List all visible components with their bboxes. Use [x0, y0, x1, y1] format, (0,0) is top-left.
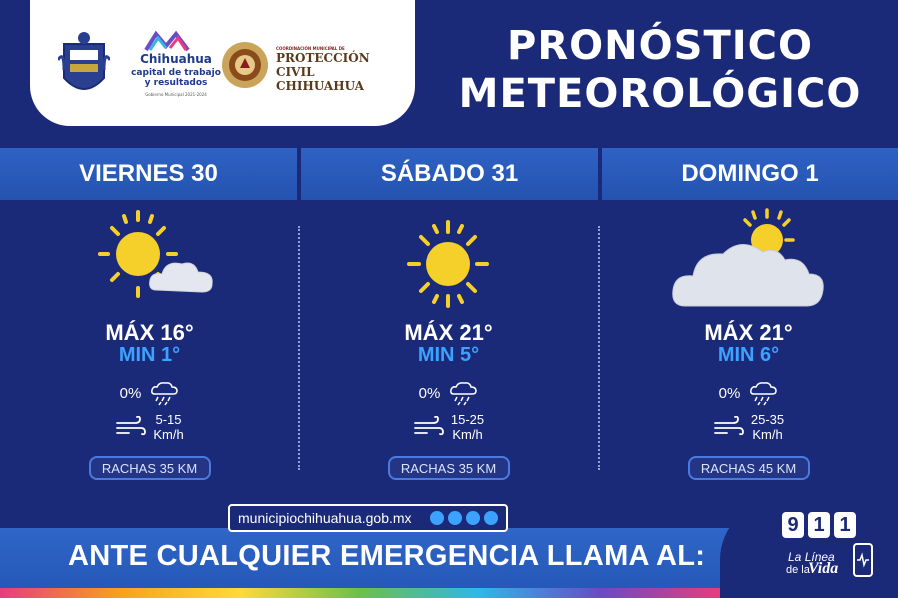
day-header-bar [0, 148, 898, 200]
chihuahua-m-icon [144, 30, 194, 52]
civil-protection-text: COORDINACIÓN MUNICIPAL DE PROTECCIÓN CIVIL CHIHUAHUA [276, 46, 370, 93]
precipitation-value: 0% [418, 384, 441, 402]
telegram-icon[interactable] [484, 511, 498, 525]
min-temperature: MIN 5° [417, 344, 480, 366]
sun-cloud-icon [98, 210, 220, 304]
website-link[interactable]: municipiochihuahua.gob.mx [238, 510, 412, 526]
instagram-icon[interactable] [466, 511, 480, 525]
wind-row [299, 412, 598, 442]
chihuahua-logo [126, 30, 226, 105]
slogan-vida: Vida [808, 560, 839, 577]
wind-icon [713, 416, 745, 438]
min-temperature: MIN 6° [717, 344, 780, 366]
max-temperature: MÁX 16° [105, 320, 194, 345]
precipitation-value: 0% [718, 384, 741, 402]
wind-speed: 25-35 Km/h [750, 412, 785, 442]
precipitation-row [0, 380, 299, 406]
911-digits: 9 1 1 [782, 512, 856, 538]
forecast-day-3 [599, 200, 898, 490]
social-icons [430, 511, 498, 525]
cloudy-sun-icon [671, 208, 827, 312]
logo-panel [30, 0, 415, 126]
max-temperature: MÁX 21° [704, 320, 793, 345]
phone-icon [852, 542, 874, 578]
day-label-3: DOMINGO 1 [681, 160, 819, 187]
coat-of-arms-icon [58, 30, 110, 102]
rain-cloud-icon [448, 380, 478, 406]
city-name: Chihuahua [140, 52, 212, 66]
twitter-icon[interactable] [430, 511, 444, 525]
max-temperature: MÁX 21° [404, 320, 493, 345]
wind-icon [115, 416, 147, 438]
civil-protection-seal-icon [220, 40, 270, 90]
min-temperature: MIN 1° [118, 344, 181, 366]
wind-row [0, 412, 299, 442]
gusts-badge: RACHAS 45 KM [688, 456, 810, 480]
gusts-badge: RACHAS 35 KM [89, 456, 211, 480]
page-title: PRONÓSTICO METEOROLÓGICO [458, 23, 862, 117]
slogan-la: La Línea [788, 550, 835, 564]
facebook-icon[interactable] [448, 511, 462, 525]
website-bar[interactable] [228, 504, 508, 532]
precipitation-value: 0% [119, 384, 142, 402]
forecast-day-2 [299, 200, 598, 490]
sun-icon [407, 220, 489, 308]
rain-cloud-icon [748, 380, 778, 406]
precipitation-row [599, 380, 898, 406]
day-label-1: VIERNES 30 [79, 160, 218, 187]
gusts-badge: RACHAS 35 KM [388, 456, 510, 480]
day-label-2: SÁBADO 31 [380, 160, 519, 187]
wind-row [599, 412, 898, 442]
precipitation-row [299, 380, 598, 406]
city-tagline: capital de trabajo y resultados Gobierno Municipal 2021-2024 [131, 68, 221, 97]
emergency-911-logo [720, 500, 898, 598]
rain-cloud-icon [149, 380, 179, 406]
forecast-day-1 [0, 200, 299, 490]
emergency-text: ANTE CUALQUIER EMERGENCIA LLAMA AL: [68, 540, 706, 572]
rainbow-stripe [0, 588, 720, 598]
wind-speed: 5-15 Km/h [153, 412, 184, 442]
wind-speed: 15-25 Km/h [450, 412, 485, 442]
wind-icon [413, 416, 445, 438]
slogan-dela: de la [786, 564, 810, 576]
